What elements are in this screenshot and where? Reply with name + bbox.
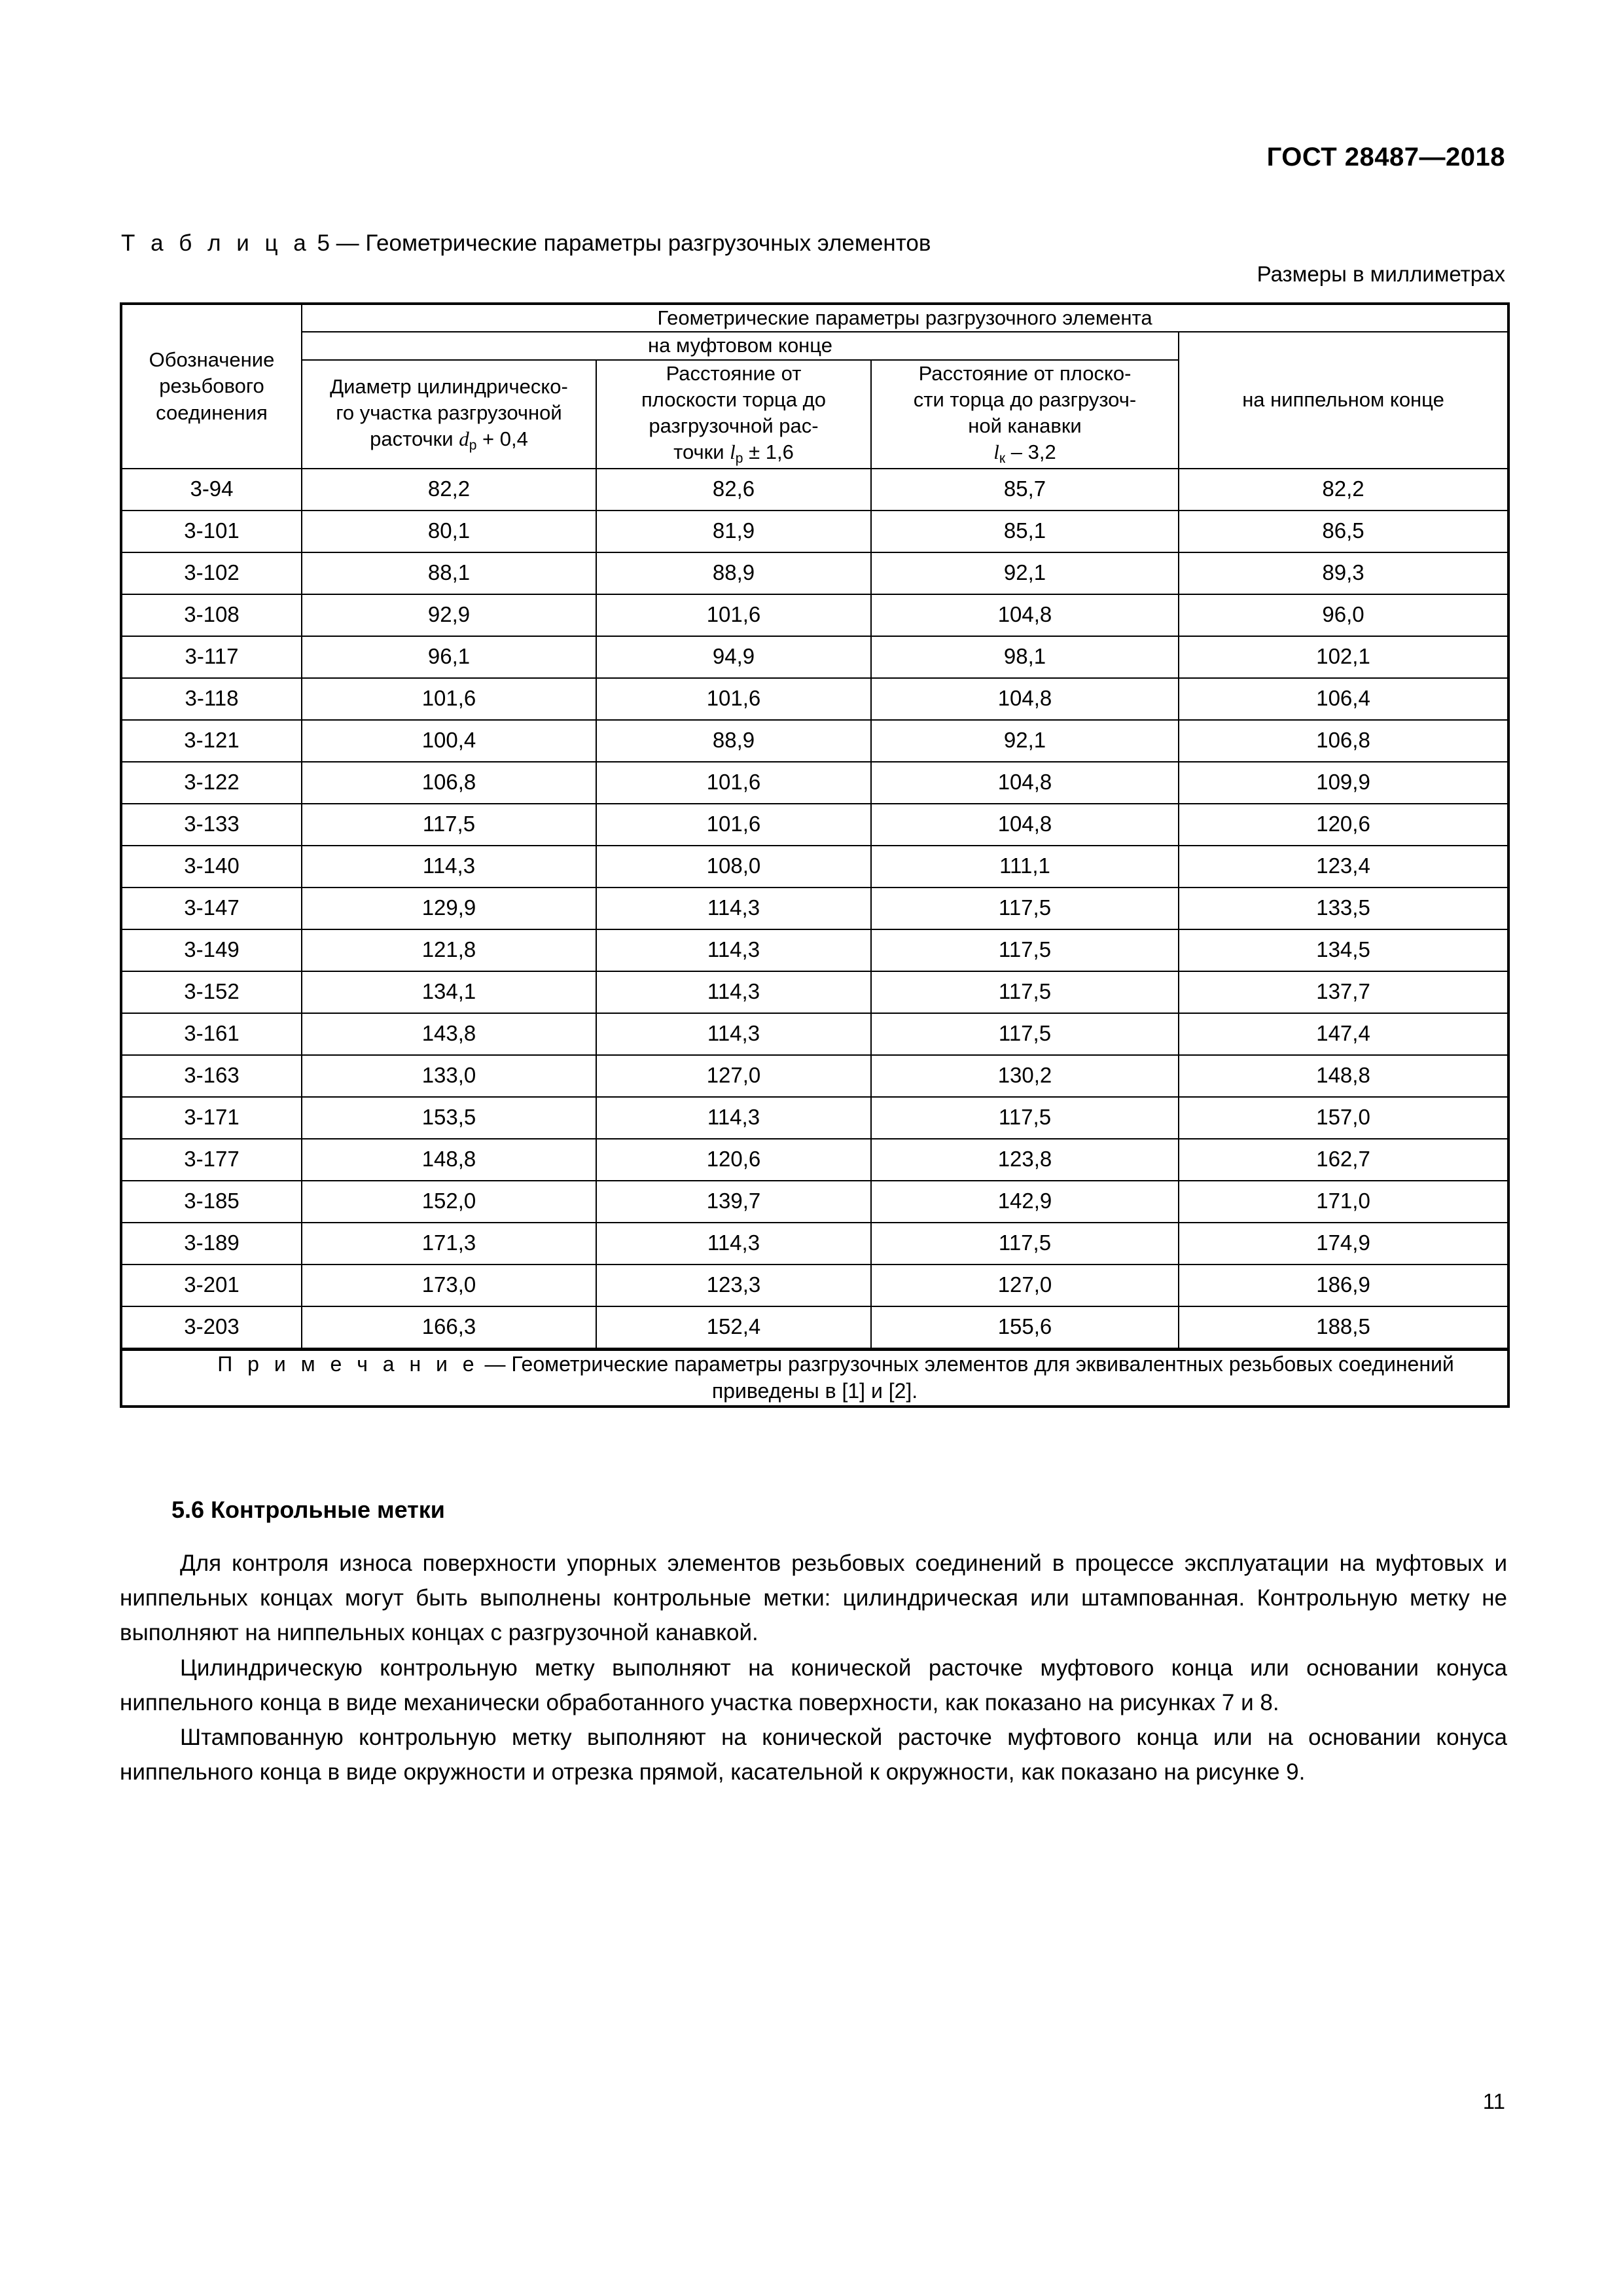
cell-designation: 3-101 (121, 511, 302, 552)
geometric-parameters-table (120, 302, 1510, 1408)
table-row (121, 1055, 1508, 1097)
cell-designation: 3-133 (121, 804, 302, 846)
header-bore-diameter-l3 (302, 426, 596, 454)
table-row (121, 762, 1508, 804)
header-face-to-groove-l3: ной канавки (968, 414, 1082, 438)
table-row (121, 1265, 1508, 1306)
header-face-to-bore-symbol (730, 440, 743, 467)
standard-header: ГОСТ 28487—2018 (1266, 143, 1505, 171)
cell-face-to-groove: 92,1 (871, 552, 1179, 594)
header-cell-group-coupling: на муфтовом конце (302, 332, 1179, 359)
header-cell-group-all: Геометрические параметры разгрузочного элемента (302, 304, 1508, 332)
table-caption-number: 5 (317, 230, 330, 256)
table-body (121, 469, 1508, 1407)
cell-face-to-bore: 127,0 (596, 1055, 871, 1097)
cell-face-to-groove: 117,5 (871, 1223, 1179, 1265)
cell-designation: 3-121 (121, 720, 302, 762)
cell-designation: 3-140 (121, 846, 302, 888)
section-body (120, 1546, 1507, 1789)
cell-face-to-bore: 139,7 (596, 1181, 871, 1223)
cell-groove-diameter: 137,7 (1179, 971, 1508, 1013)
cell-face-to-groove: 85,1 (871, 511, 1179, 552)
cell-face-to-groove: 123,8 (871, 1139, 1179, 1181)
table-caption (121, 230, 931, 257)
cell-groove-diameter: 174,9 (1179, 1223, 1508, 1265)
cell-groove-diameter: 120,6 (1179, 804, 1508, 846)
table-note-label: П р и м е ч а н и е (217, 1352, 479, 1376)
table-row (121, 469, 1508, 511)
cell-designation: 3-177 (121, 1139, 302, 1181)
cell-face-to-bore: 101,6 (596, 594, 871, 636)
cell-bore-diameter: 88,1 (302, 552, 596, 594)
cell-designation: 3-118 (121, 678, 302, 720)
header-cell-designation: Обозначение резьбового соединения (121, 304, 302, 469)
table-row (121, 636, 1508, 678)
header-bore-diameter-l2: го участка разгрузочной (336, 401, 562, 425)
table-row (121, 804, 1508, 846)
cell-bore-diameter: 152,0 (302, 1181, 596, 1223)
header-face-to-groove-sub: к (999, 451, 1006, 467)
cell-designation: 3-94 (121, 469, 302, 511)
cell-groove-diameter: 106,4 (1179, 678, 1508, 720)
cell-face-to-groove: 127,0 (871, 1265, 1179, 1306)
cell-designation: 3-108 (121, 594, 302, 636)
paragraph: Штампованную контрольную метку выполняют на конической расточке муфтового конца или на основании конуса ниппельного конца в виде окружности и отрезка прямой, касательной к окружности, как показано на рисунке 9. (120, 1724, 1507, 1785)
cell-bore-diameter: 117,5 (302, 804, 596, 846)
table-row (121, 552, 1508, 594)
table-row (121, 1306, 1508, 1350)
table-row (121, 1013, 1508, 1055)
table-note-row (121, 1349, 1508, 1407)
cell-designation: 3-152 (121, 971, 302, 1013)
cell-groove-diameter: 106,8 (1179, 720, 1508, 762)
cell-designation: 3-122 (121, 762, 302, 804)
cell-designation: 3-185 (121, 1181, 302, 1223)
cell-bore-diameter: 100,4 (302, 720, 596, 762)
cell-groove-diameter: 162,7 (1179, 1139, 1508, 1181)
header-cell-bore-diameter (302, 360, 596, 469)
cell-groove-diameter: 188,5 (1179, 1306, 1508, 1350)
cell-bore-diameter: 134,1 (302, 971, 596, 1013)
cell-face-to-bore: 114,3 (596, 888, 871, 929)
cell-designation: 3-161 (121, 1013, 302, 1055)
cell-designation: 3-171 (121, 1097, 302, 1139)
header-cell-face-to-bore (596, 360, 871, 469)
cell-groove-diameter: 134,5 (1179, 929, 1508, 971)
table-caption-text: Геометрические параметры разгрузочных элементов (365, 230, 931, 256)
cell-bore-diameter: 92,9 (302, 594, 596, 636)
cell-groove-diameter: 148,8 (1179, 1055, 1508, 1097)
header-face-to-bore-var: l (730, 440, 736, 464)
table-row (121, 1223, 1508, 1265)
header-face-to-groove-var: l (993, 440, 999, 464)
cell-face-to-groove: 104,8 (871, 594, 1179, 636)
cell-bore-diameter: 114,3 (302, 846, 596, 888)
table-row (121, 888, 1508, 929)
cell-groove-diameter: 96,0 (1179, 594, 1508, 636)
table-head (121, 304, 1508, 469)
table-row (121, 511, 1508, 552)
cell-bore-diameter: 121,8 (302, 929, 596, 971)
table-row (121, 678, 1508, 720)
header-face-to-bore-sub: р (735, 451, 743, 467)
cell-bore-diameter: 133,0 (302, 1055, 596, 1097)
cell-face-to-bore: 82,6 (596, 469, 871, 511)
table-caption-dash: — (336, 230, 359, 256)
cell-groove-diameter: 186,9 (1179, 1265, 1508, 1306)
cell-bore-diameter: 96,1 (302, 636, 596, 678)
cell-face-to-bore: 101,6 (596, 678, 871, 720)
header-face-to-bore-l2: плоскости торца до (641, 387, 826, 411)
header-face-to-bore-l4-pre: точки (673, 440, 730, 464)
cell-face-to-groove: 117,5 (871, 888, 1179, 929)
header-bore-diameter-l1: Диаметр цилиндрическо- (330, 374, 568, 398)
cell-groove-diameter: 171,0 (1179, 1181, 1508, 1223)
cell-face-to-bore: 114,3 (596, 929, 871, 971)
cell-bore-diameter: 80,1 (302, 511, 596, 552)
cell-groove-diameter: 82,2 (1179, 469, 1508, 511)
header-face-to-groove-symbol (993, 440, 1006, 467)
cell-face-to-bore: 114,3 (596, 1097, 871, 1139)
cell-designation: 3-117 (121, 636, 302, 678)
section-heading-5-6: 5.6 Контрольные метки (171, 1496, 445, 1523)
table-note (121, 1349, 1508, 1407)
header-cell-group-nipple (1179, 332, 1508, 468)
cell-groove-diameter: 86,5 (1179, 511, 1508, 552)
cell-groove-diameter: 102,1 (1179, 636, 1508, 678)
table-row (121, 594, 1508, 636)
table-container (120, 302, 1507, 1408)
cell-designation: 3-201 (121, 1265, 302, 1306)
header-cell-face-to-groove (871, 360, 1179, 469)
header-face-to-bore-l3: разгрузочной рас- (649, 414, 819, 438)
header-face-to-bore-l4 (597, 439, 870, 467)
table-row (121, 846, 1508, 888)
table-row (121, 971, 1508, 1013)
cell-face-to-groove: 117,5 (871, 1097, 1179, 1139)
table-row (121, 1139, 1508, 1181)
header-bore-diameter-l3-post: + 0,4 (476, 427, 528, 451)
header-face-to-groove-l1: Расстояние от плоско- (918, 361, 1132, 385)
paragraph: Для контроля износа поверхности упорных элементов резьбовых соединений в процессе эксплуатации на муфтовых и ниппельных концах могут быть выполнены контрольные метки: цилиндрическая или штампованная. Контрольную метку не выполняют на ниппельных концах с разгрузочной канавкой. (120, 1551, 1507, 1646)
table-row (121, 929, 1508, 971)
cell-face-to-groove: 104,8 (871, 762, 1179, 804)
header-face-to-groove-l4 (872, 439, 1178, 467)
cell-face-to-groove: 142,9 (871, 1181, 1179, 1223)
header-face-to-groove-l4-post: – 3,2 (1005, 440, 1056, 464)
header-row-group-ends (121, 332, 1508, 359)
cell-face-to-groove: 92,1 (871, 720, 1179, 762)
cell-bore-diameter: 173,0 (302, 1265, 596, 1306)
cell-bore-diameter: 148,8 (302, 1139, 596, 1181)
cell-designation: 3-203 (121, 1306, 302, 1350)
header-row-group-all (121, 304, 1508, 332)
header-group-nipple-label: на ниппельном конце (1242, 388, 1444, 412)
header-bore-diameter-symbol (459, 427, 477, 454)
cell-face-to-bore: 152,4 (596, 1306, 871, 1350)
header-face-to-bore-l4-post: ± 1,6 (743, 440, 794, 464)
cell-bore-diameter: 171,3 (302, 1223, 596, 1265)
table-row (121, 1181, 1508, 1223)
table-row (121, 1097, 1508, 1139)
cell-designation: 3-163 (121, 1055, 302, 1097)
cell-groove-diameter: 157,0 (1179, 1097, 1508, 1139)
cell-face-to-bore: 88,9 (596, 552, 871, 594)
cell-designation: 3-102 (121, 552, 302, 594)
header-bore-diameter-sub: р (469, 438, 477, 454)
cell-groove-diameter: 123,4 (1179, 846, 1508, 888)
cell-face-to-bore: 81,9 (596, 511, 871, 552)
cell-bore-diameter: 129,9 (302, 888, 596, 929)
cell-face-to-groove: 117,5 (871, 971, 1179, 1013)
cell-face-to-bore: 108,0 (596, 846, 871, 888)
cell-face-to-groove: 155,6 (871, 1306, 1179, 1350)
cell-face-to-groove: 111,1 (871, 846, 1179, 888)
table-row (121, 720, 1508, 762)
cell-groove-diameter: 89,3 (1179, 552, 1508, 594)
cell-face-to-bore: 114,3 (596, 971, 871, 1013)
cell-face-to-bore: 120,6 (596, 1139, 871, 1181)
cell-face-to-groove: 104,8 (871, 804, 1179, 846)
cell-face-to-bore: 123,3 (596, 1265, 871, 1306)
cell-face-to-bore: 114,3 (596, 1013, 871, 1055)
header-face-to-groove-l2: сти торца до разгрузоч- (913, 387, 1137, 411)
cell-groove-diameter: 109,9 (1179, 762, 1508, 804)
header-bore-diameter-var: d (459, 427, 469, 451)
cell-groove-diameter: 133,5 (1179, 888, 1508, 929)
cell-face-to-bore: 101,6 (596, 762, 871, 804)
cell-groove-diameter: 147,4 (1179, 1013, 1508, 1055)
cell-face-to-bore: 114,3 (596, 1223, 871, 1265)
cell-face-to-bore: 101,6 (596, 804, 871, 846)
cell-bore-diameter: 143,8 (302, 1013, 596, 1055)
cell-face-to-groove: 117,5 (871, 1013, 1179, 1055)
header-face-to-bore-l1: Расстояние от (666, 361, 802, 385)
cell-bore-diameter: 82,2 (302, 469, 596, 511)
cell-face-to-groove: 130,2 (871, 1055, 1179, 1097)
units-note: Размеры в миллиметрах (1257, 262, 1505, 286)
header-bore-diameter-l3-pre: расточки (370, 427, 459, 451)
table-caption-label: Т а б л и ц а (121, 230, 311, 256)
table-note-text: — Геометрические параметры разгрузочных элементов для эквивалентных резьбовых соединений приведены в [1] и [2]. (478, 1352, 1454, 1403)
cell-face-to-groove: 98,1 (871, 636, 1179, 678)
cell-designation: 3-147 (121, 888, 302, 929)
page-number: 11 (1482, 2089, 1505, 2113)
cell-face-to-groove: 85,7 (871, 469, 1179, 511)
cell-face-to-bore: 94,9 (596, 636, 871, 678)
cell-bore-diameter: 101,6 (302, 678, 596, 720)
cell-face-to-groove: 117,5 (871, 929, 1179, 971)
cell-bore-diameter: 106,8 (302, 762, 596, 804)
cell-designation: 3-149 (121, 929, 302, 971)
cell-face-to-bore: 88,9 (596, 720, 871, 762)
cell-face-to-groove: 104,8 (871, 678, 1179, 720)
cell-bore-diameter: 166,3 (302, 1306, 596, 1350)
cell-bore-diameter: 153,5 (302, 1097, 596, 1139)
cell-designation: 3-189 (121, 1223, 302, 1265)
paragraph: Цилиндрическую контрольную метку выполняют на конической расточке муфтового конца или основании конуса ниппельного конца в виде механически обработанного участка поверхности, как показано на рисунках 7 и 8. (120, 1655, 1507, 1715)
